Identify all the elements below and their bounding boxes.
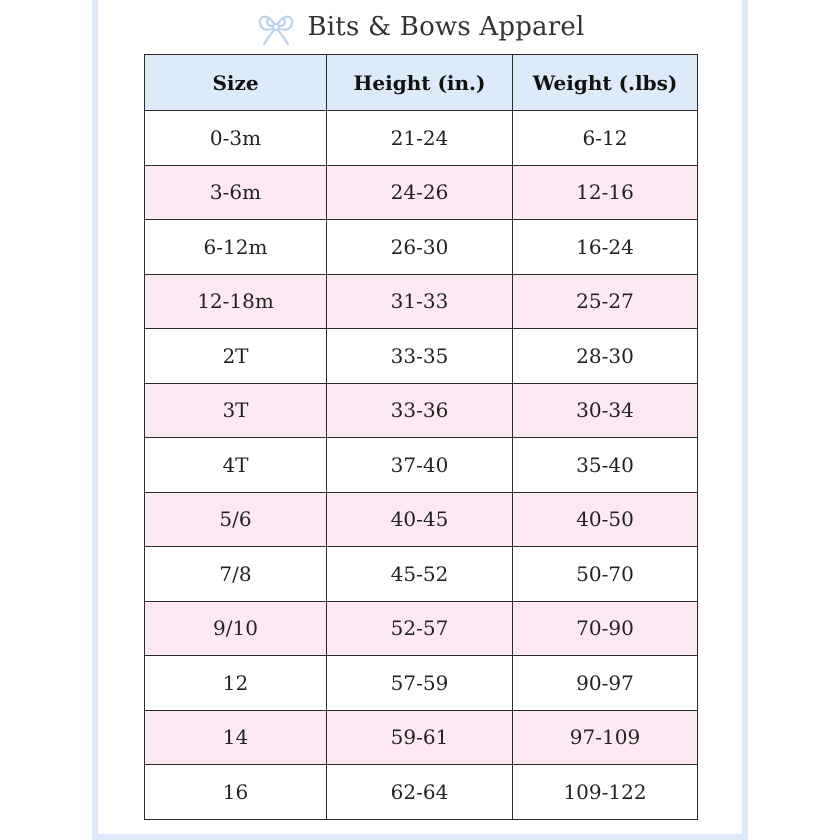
weight-cell: 12-16 bbox=[513, 165, 698, 220]
header-height: Height (in.) bbox=[327, 55, 513, 111]
size-cell: 4T bbox=[145, 438, 327, 493]
height-cell: 37-40 bbox=[327, 438, 513, 493]
size-cell: 2T bbox=[145, 329, 327, 384]
weight-cell: 35-40 bbox=[513, 438, 698, 493]
table-row bbox=[145, 492, 698, 547]
height-cell: 33-35 bbox=[327, 329, 513, 384]
table-row bbox=[145, 329, 698, 384]
header bbox=[0, 0, 840, 54]
height-cell: 52-57 bbox=[327, 601, 513, 656]
height-cell: 40-45 bbox=[327, 492, 513, 547]
size-cell: 14 bbox=[145, 710, 327, 765]
weight-cell: 30-34 bbox=[513, 383, 698, 438]
height-cell: 21-24 bbox=[327, 111, 513, 166]
size-cell: 5/6 bbox=[145, 492, 327, 547]
size-cell: 6-12m bbox=[145, 220, 327, 275]
size-chart-table bbox=[144, 54, 698, 820]
weight-cell: 6-12 bbox=[513, 111, 698, 166]
table-row bbox=[145, 274, 698, 329]
weight-cell: 28-30 bbox=[513, 329, 698, 384]
size-cell: 3T bbox=[145, 383, 327, 438]
size-cell: 12 bbox=[145, 656, 327, 711]
table-row bbox=[145, 383, 698, 438]
weight-cell: 25-27 bbox=[513, 274, 698, 329]
size-cell: 12-18m bbox=[145, 274, 327, 329]
size-cell: 0-3m bbox=[145, 111, 327, 166]
height-cell: 26-30 bbox=[327, 220, 513, 275]
table-row bbox=[145, 165, 698, 220]
brand-title: Bits & Bows Apparel bbox=[307, 12, 585, 42]
weight-cell: 90-97 bbox=[513, 656, 698, 711]
size-cell: 9/10 bbox=[145, 601, 327, 656]
weight-cell: 40-50 bbox=[513, 492, 698, 547]
bow-logo-icon bbox=[255, 7, 297, 47]
table-row bbox=[145, 765, 698, 820]
table-row bbox=[145, 111, 698, 166]
table-row bbox=[145, 438, 698, 493]
height-cell: 62-64 bbox=[327, 765, 513, 820]
height-cell: 57-59 bbox=[327, 656, 513, 711]
table-row bbox=[145, 710, 698, 765]
table-row bbox=[145, 601, 698, 656]
height-cell: 31-33 bbox=[327, 274, 513, 329]
size-cell: 3-6m bbox=[145, 165, 327, 220]
table-row bbox=[145, 656, 698, 711]
weight-cell: 109-122 bbox=[513, 765, 698, 820]
header-size: Size bbox=[145, 55, 327, 111]
size-cell: 7/8 bbox=[145, 547, 327, 602]
weight-cell: 97-109 bbox=[513, 710, 698, 765]
table-row bbox=[145, 547, 698, 602]
table-header-row bbox=[145, 55, 698, 111]
weight-cell: 16-24 bbox=[513, 220, 698, 275]
weight-cell: 70-90 bbox=[513, 601, 698, 656]
header-weight: Weight (.lbs) bbox=[513, 55, 698, 111]
height-cell: 45-52 bbox=[327, 547, 513, 602]
weight-cell: 50-70 bbox=[513, 547, 698, 602]
table-row bbox=[145, 220, 698, 275]
height-cell: 59-61 bbox=[327, 710, 513, 765]
height-cell: 33-36 bbox=[327, 383, 513, 438]
size-cell: 16 bbox=[145, 765, 327, 820]
height-cell: 24-26 bbox=[327, 165, 513, 220]
